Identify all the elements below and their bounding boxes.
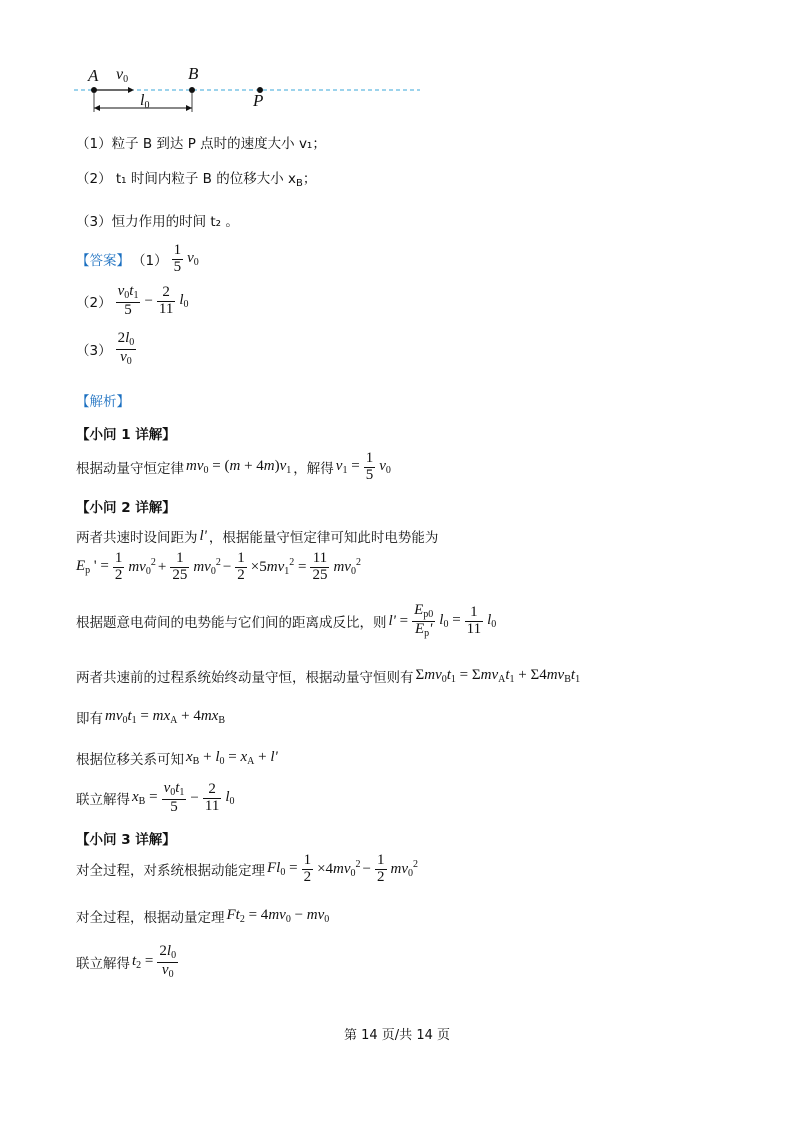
step-2-formula: $E_p$ ' = $\frac{1}{2}$ $mv_0^2$ + $\frac{1}{25}$ $mv_0^2$ − $\frac{1}{2}$ $\times 5mv_1^2$ = $\frac{11}{25}$ $mv_0^2$	[76, 550, 361, 583]
question-1: （1）粒子 B 到达 P 点时的速度大小 v₁；	[76, 136, 326, 152]
question-3: （3）恒力作用的时间 t₂ 。	[76, 214, 239, 230]
step-4: 两者共速前的过程系统始终动量守恒，根据动量守恒则有 $\Sigma mv_0t_1 = \Sigma mv_At_1 + \Sigma 4mv_Bt_1$	[76, 667, 581, 686]
step-9: 对全过程，根据动量定理 $Ft_2 = 4mv_0 - mv_0$	[76, 907, 330, 926]
heading-q2: 【小问 2 详解】	[76, 500, 176, 516]
heading-q3: 【小问 3 详解】	[76, 832, 176, 848]
answer-2: （2） $\frac{v_0t_1}{5}$ − $\frac{2}{11}$ $l_0$	[76, 283, 189, 318]
point-b	[189, 87, 195, 93]
answer-3: （3） $\frac{2l_0}{v_0}$	[76, 330, 135, 367]
heading-q1: 【小问 1 详解】	[76, 427, 176, 443]
step-5: 即有 $mv_0t_1 = mx_A + 4mx_B$	[76, 708, 226, 727]
question-2: （2） t₁ 时间内粒子 B 的位移大小 $x_B$；	[76, 171, 317, 189]
answer-tag: 【答案】	[76, 253, 130, 270]
label-b: B	[188, 64, 199, 83]
label-v0: $v_0$	[116, 66, 129, 85]
page-footer: 第 14 页/共 14 页	[344, 1028, 450, 1043]
label-a: A	[88, 66, 99, 85]
step-6: 根据位移关系可知 $x_B + l_0 = x_A + l'$	[76, 749, 278, 768]
analysis-tag: 【解析】	[76, 394, 130, 410]
answer-1: 【答案】 （1） $\frac{1}{5}$ $v_0$	[76, 242, 199, 275]
step-3: 根据题意电荷间的电势能与它们间的距离成反比，则 l' = $\frac{E_{p0}}{E_p'}$ $l_0$ = $\frac{1}{11}$ $l_0$	[76, 602, 497, 639]
label-l0: $l_0$	[140, 92, 150, 111]
step-2: 两者共速时设间距为 l' ，根据能量守恒定律可知此时电势能为	[76, 527, 439, 546]
step-7: 联立解得 $x_B$ = $\frac{v_0t_1}{5}$ − $\frac{2}{11}$ $l_0$	[76, 780, 235, 815]
step-8: 对全过程，对系统根据动能定理 $Fl_0$ = $\frac{1}{2}$ $\times 4mv_0^2$ − $\frac{1}{2}$ $mv_0^2$	[76, 852, 418, 885]
step-1: 根据动量守恒定律 $mv_0 = (m + 4m)v_1$ ，解得 $v_1$ = $\frac{1}{5}$ $v_0$	[76, 450, 391, 483]
label-p: P	[253, 91, 264, 110]
step-10: 联立解得 $t_2$ = $\frac{2l_0}{v_0}$	[76, 943, 177, 980]
